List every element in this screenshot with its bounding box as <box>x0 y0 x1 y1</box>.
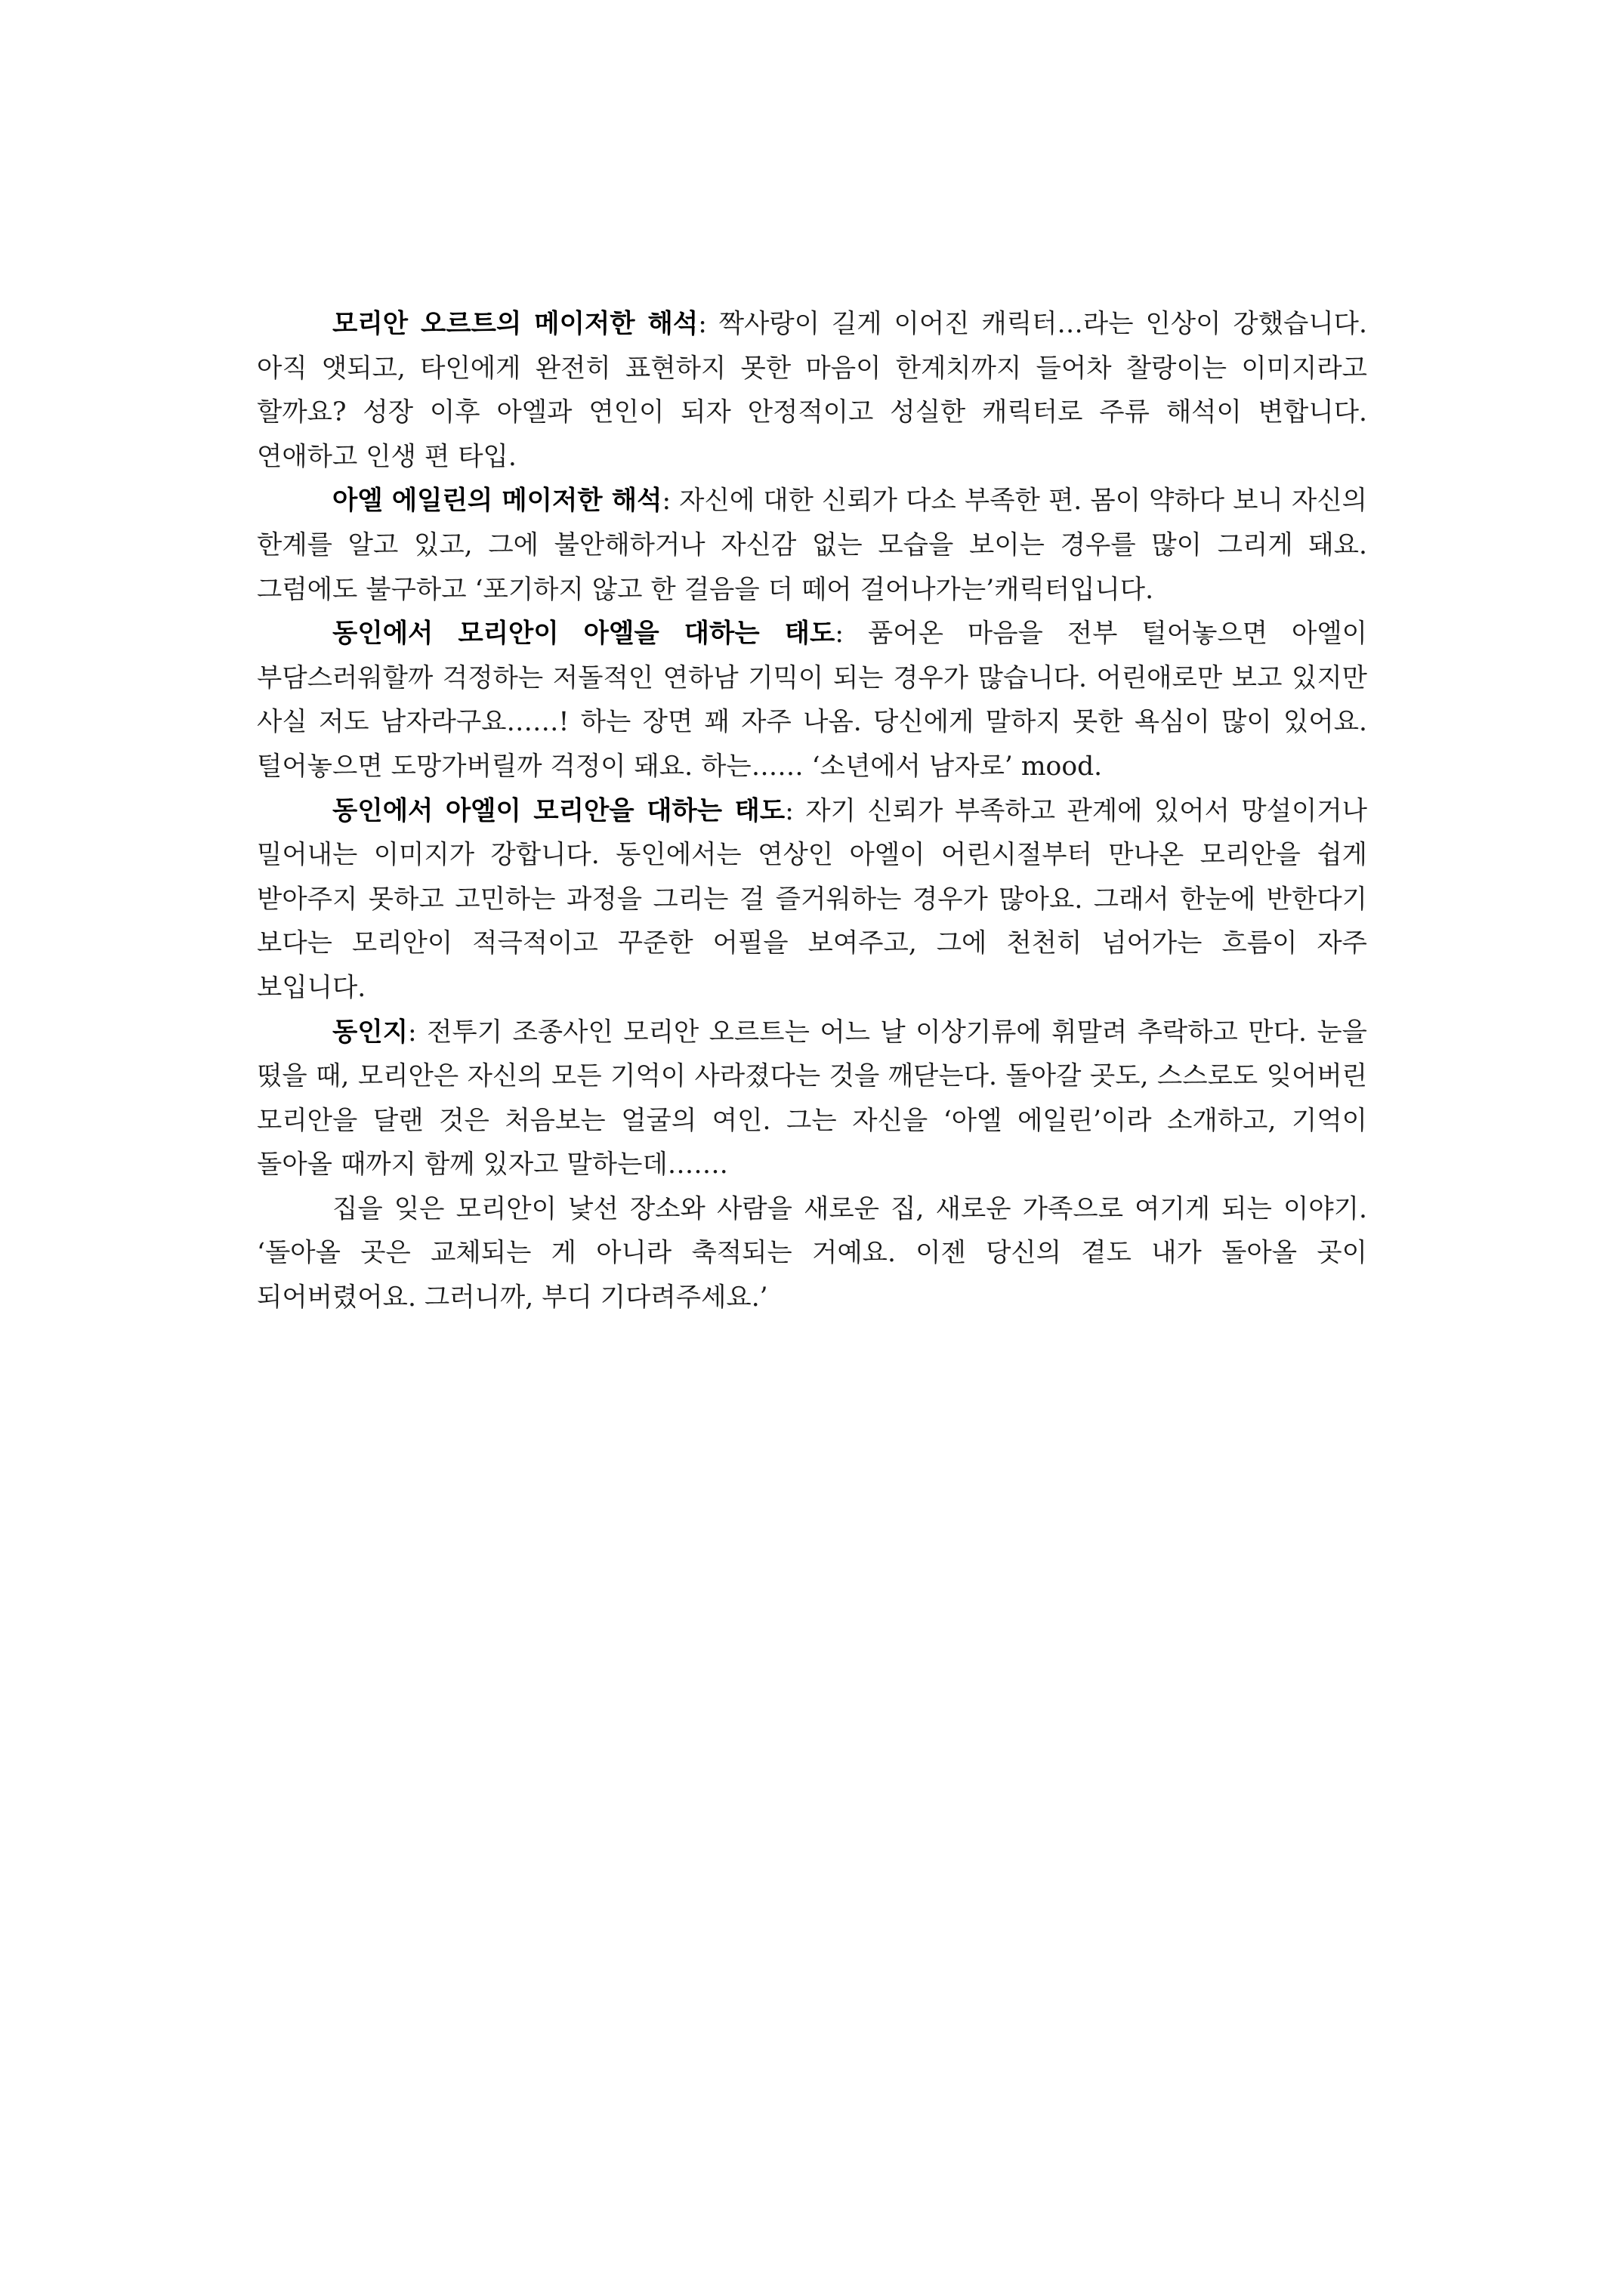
paragraph-heading: 아엘 에일린의 메이저한 해석 <box>332 486 662 517</box>
paragraph-heading: 동인에서 모리안이 아엘을 대하는 태도 <box>332 619 835 650</box>
paragraph-doujinshi-synopsis <box>257 1011 1367 1187</box>
paragraph-body: : 자신에 대한 신뢰가 다소 부족한 편. 몸이 약하다 보니 자신의 한계를 알고 있고, 그에 불안해하거나 자신감 없는 모습을 보이는 경우를 많이 그리게 돼요. 그럼에도 불구하고 ‘포기하지 않고 한 걸음을 더 떼어 걸어나가는’캐릭터입니다. <box>257 486 1367 605</box>
paragraph-ael-major-interpretation <box>257 479 1367 612</box>
paragraph-heading: 모리안 오르트의 메이저한 해석 <box>332 309 699 339</box>
paragraph-body: : 자기 신뢰가 부족하고 관계에 있어서 망설이거나 밀어내는 이미지가 강합니다. 동인에서는 연상인 아엘이 어린시절부터 만나온 모리안을 쉽게 받아주지 못하고 고민하는 과정을 그리는 걸 즐거워하는 경우가 많아요. 그래서 한눈에 반한다기 보다는 모리안이 적극적이고 꾸준한 어필을 보여주고, 그에 천천히 넘어가는 흐름이 자주 보입니다. <box>257 795 1367 1003</box>
paragraph-body: : 짝사랑이 길게 이어진 캐릭터…라는 인상이 강했습니다. 아직 앳되고, 타인에게 완전히 표현하지 못한 마음이 한계치까지 들어차 찰랑이는 이미지라고 할까요? 성장 이후 아엘과 연인이 되자 안정적이고 성실한 캐릭터로 주류 해석이 변합니다. 연애하고 인생 편 타입. <box>257 309 1367 472</box>
paragraph-body: : 전투기 조종사인 모리안 오르트는 어느 날 이상기류에 휘말려 추락하고 만다. 눈을 떴을 때, 모리안은 자신의 모든 기억이 사라졌다는 것을 깨닫는다. 돌아갈 곳도, 스스로도 잊어버린 모리안을 달랜 것은 처음보는 얼굴의 여인. 그는 자신을 ‘아엘 에일린’이라 소개하고, 기억이 돌아올 때까지 함께 있자고 말하는데……. <box>257 1017 1367 1180</box>
paragraph-heading: 동인에서 아엘이 모리안을 대하는 태도 <box>332 795 786 826</box>
paragraph-ael-attitude-to-morian <box>257 789 1367 1011</box>
paragraph-heading: 동인지 <box>332 1017 409 1048</box>
document-page <box>257 302 1367 1320</box>
paragraph-body: : 품어온 마음을 전부 털어놓으면 아엘이 부담스러워할까 걱정하는 저돌적인 연하남 기믹이 되는 경우가 많습니다. 어린애로만 보고 있지만 사실 저도 남자라구요……! 하는 장면 꽤 자주 나옴. 당신에게 말하지 못한 욕심이 많이 있어요. 털어놓으면 도망가버릴까 걱정이 돼요. 하는…… ‘소년에서 남자로’ mood. <box>257 619 1368 782</box>
paragraph-morian-attitude-to-ael <box>257 612 1367 789</box>
paragraph-morian-major-interpretation <box>257 302 1367 479</box>
paragraph-body: 집을 잊은 모리안이 낯선 장소와 사람을 새로운 집, 새로운 가족으로 여기게 되는 이야기. ‘돌아올 곳은 교체되는 게 아니라 축적되는 거예요. 이젠 당신의 곁도 내가 돌아올 곳이 되어버렸어요. 그러니까, 부디 기다려주세요.’ <box>257 1193 1367 1313</box>
paragraph-story-summary <box>257 1187 1367 1320</box>
